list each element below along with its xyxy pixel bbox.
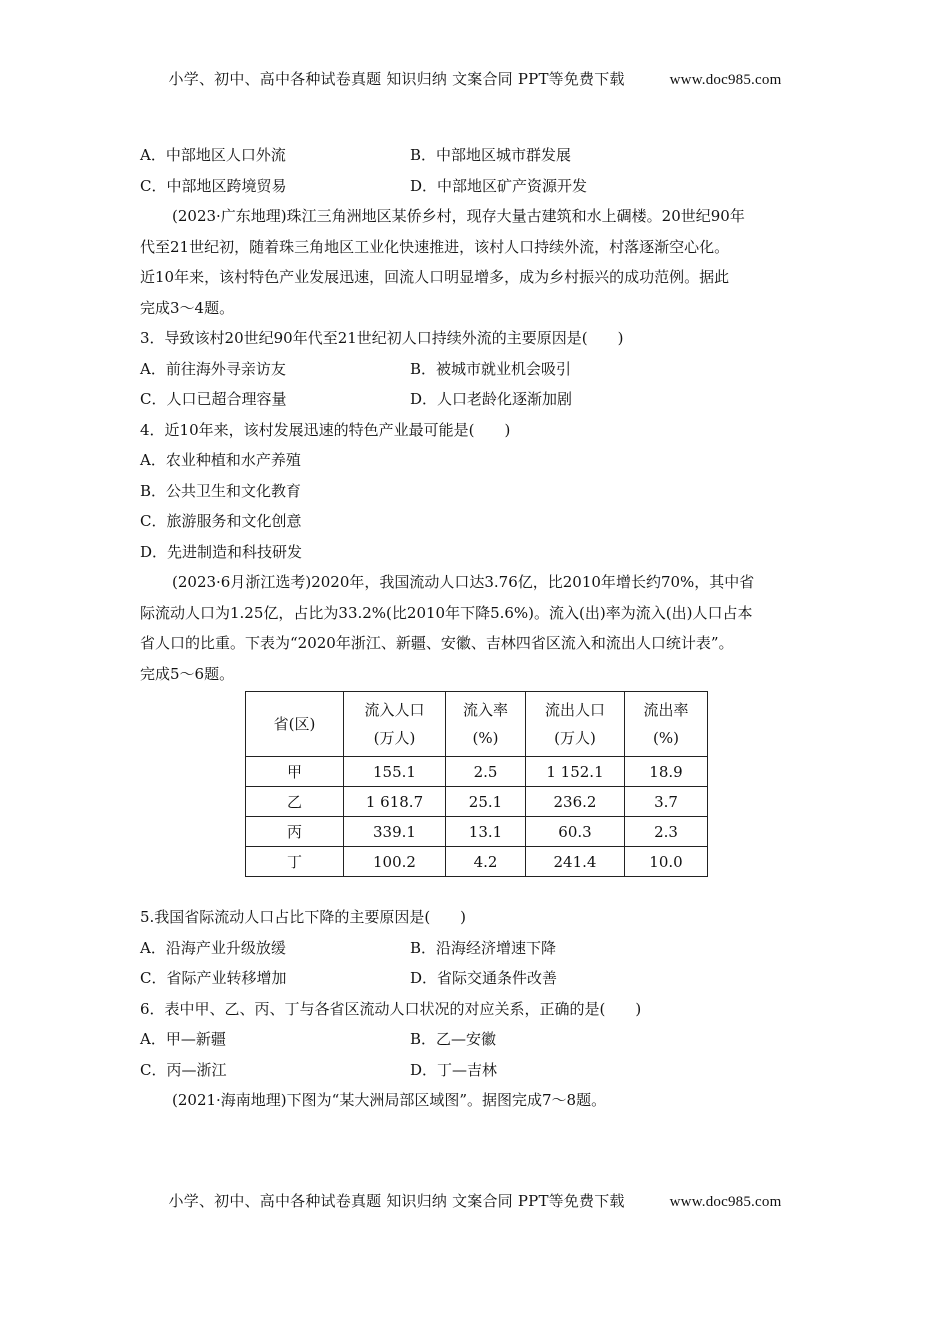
table-header-cell: 省(区) (246, 692, 344, 757)
table-header-cell: 流出人口 (万人) (526, 692, 625, 757)
table-cell: 乙 (246, 787, 344, 817)
footer-site-link[interactable]: www.doc985.com (669, 1194, 782, 1210)
q5-options-row-2 (140, 963, 820, 994)
table-row (246, 787, 708, 817)
table-row (246, 847, 708, 877)
q2-option-a: A．中部地区人口外流 (140, 146, 286, 164)
q6-option-b: B．乙—安徽 (410, 1030, 497, 1048)
table-cell: 241.4 (526, 847, 625, 877)
q5-option-d: D．省际交通条件改善 (410, 969, 558, 987)
table-header-row (246, 692, 708, 757)
table-cell: 25.1 (446, 787, 526, 817)
q6-stem: 6．表中甲、乙、丙、丁与各省区流动人口状况的对应关系，正确的是( ) (140, 999, 642, 1018)
passage-line: 际流动人口为1.25亿，占比为33.2%(比2010年下降5.6%)。流入(出)率为流入(出)人口占本 (140, 603, 753, 622)
table-header-cell: 流出率 (%) (625, 692, 708, 757)
q4-option-c: C．旅游服务和文化创意 (140, 512, 302, 530)
question-4 (140, 415, 820, 568)
q5-option-a: A．沿海产业升级放缓 (140, 938, 286, 957)
table-cell: 2.3 (625, 817, 708, 847)
table-row (246, 757, 708, 787)
q3-option-c: C．人口已超合理容量 (140, 390, 287, 408)
q3-option-d: D．人口老龄化逐渐加剧 (410, 390, 573, 408)
q4-option-a: A．农业种植和水产养殖 (140, 451, 301, 469)
table-cell: 13.1 (446, 817, 526, 847)
table-cell: 339.1 (344, 817, 446, 847)
table-cell: 丁 (246, 847, 344, 877)
table-cell: 1 152.1 (526, 757, 625, 787)
passage-line: 完成5～6题。 (140, 664, 235, 683)
population-flow-table (245, 691, 708, 877)
header-site-link[interactable]: www.doc985.com (669, 72, 782, 88)
q4-option-b: B．公共卫生和文化教育 (140, 481, 302, 500)
header-text: 小学、初中、高中各种试卷真题 知识归纳 文案合同 PPT等免费下载 (168, 70, 625, 88)
passage-line: 完成3～4题。 (140, 298, 235, 317)
q3-stem: 3．导致该村20世纪90年代至21世纪初人口持续外流的主要原因是( ) (140, 329, 624, 347)
q6-option-a: A．甲—新疆 (140, 1030, 226, 1048)
q5-stem: 5.我国省际流动人口占比下降的主要原因是( ) (140, 908, 467, 926)
passage-zhejiang (140, 567, 820, 689)
q2-option-c: C．中部地区跨境贸易 (140, 176, 287, 195)
table-cell: 2.5 (446, 757, 526, 787)
table-header-cell: 流入率 (%) (446, 692, 526, 757)
q4-stem: 4．近10年来，该村发展迅速的特色产业最可能是( ) (140, 420, 511, 439)
q6-options-row-2 (140, 1055, 820, 1086)
table-cell: 1 618.7 (344, 787, 446, 817)
q5-option-c: C．省际产业转移增加 (140, 969, 287, 987)
page-header (0, 68, 950, 89)
table-header-cell: 流入人口 (万人) (344, 692, 446, 757)
passage-guangdong (140, 201, 820, 323)
passage-line: (2023·6月浙江选考)2020年，我国流动人口达3.76亿，比2010年增长约70%，其中省 (172, 573, 755, 591)
passage-line: (2023·广东地理)珠江三角洲地区某侨乡村，现存大量古建筑和水上碉楼。20世纪90年 (172, 207, 745, 225)
question-3 (140, 323, 820, 415)
q3-options-row-2 (140, 384, 820, 415)
q3-options-row-1 (140, 354, 820, 385)
q3-option-a: A．前往海外寻亲访友 (140, 359, 286, 378)
q5-options-row-1 (140, 933, 820, 964)
table-cell: 4.2 (446, 847, 526, 877)
passage-hainan: (2021·海南地理)下图为“某大洲局部区域图”。据图完成7～8题。 (172, 1091, 607, 1109)
q2-options-row-1 (140, 140, 820, 171)
table-cell: 10.0 (625, 847, 708, 877)
table-cell: 236.2 (526, 787, 625, 817)
page-footer (0, 1190, 950, 1211)
q3-option-b: B．被城市就业机会吸引 (410, 359, 572, 378)
q4-option-d: D．先进制造和科技研发 (140, 542, 303, 561)
question-5 (140, 902, 820, 994)
footer-text: 小学、初中、高中各种试卷真题 知识归纳 文案合同 PPT等免费下载 (168, 1192, 625, 1210)
table-row (246, 817, 708, 847)
table-cell: 3.7 (625, 787, 708, 817)
q6-option-c: C．丙—浙江 (140, 1060, 227, 1079)
passage-line: 省人口的比重。下表为“2020年浙江、新疆、安徽、吉林四省区流入和流出人口统计表”。 (140, 634, 734, 652)
table-cell: 60.3 (526, 817, 625, 847)
table-cell: 18.9 (625, 757, 708, 787)
table-cell: 丙 (246, 817, 344, 847)
q5-option-b: B．沿海经济增速下降 (410, 938, 557, 957)
passage-line: 近10年来，该村特色产业发展迅速，回流人口明显增多，成为乡村振兴的成功范例。据此 (140, 268, 730, 286)
q2-options-row-2 (140, 171, 820, 202)
table-cell: 100.2 (344, 847, 446, 877)
q2-option-b: B．中部地区城市群发展 (410, 146, 572, 164)
q6-options-row-1 (140, 1024, 820, 1055)
table-cell: 甲 (246, 757, 344, 787)
passage-line: 代至21世纪初，随着珠三角地区工业化快速推进，该村人口持续外流，村落逐渐空心化。 (140, 237, 730, 256)
q2-option-d: D．中部地区矿产资源开发 (410, 176, 588, 195)
document-body-continued (140, 902, 820, 1116)
q6-option-d: D．丁—吉林 (410, 1060, 498, 1079)
question-6 (140, 994, 820, 1086)
document-body (140, 140, 820, 689)
table-cell: 155.1 (344, 757, 446, 787)
